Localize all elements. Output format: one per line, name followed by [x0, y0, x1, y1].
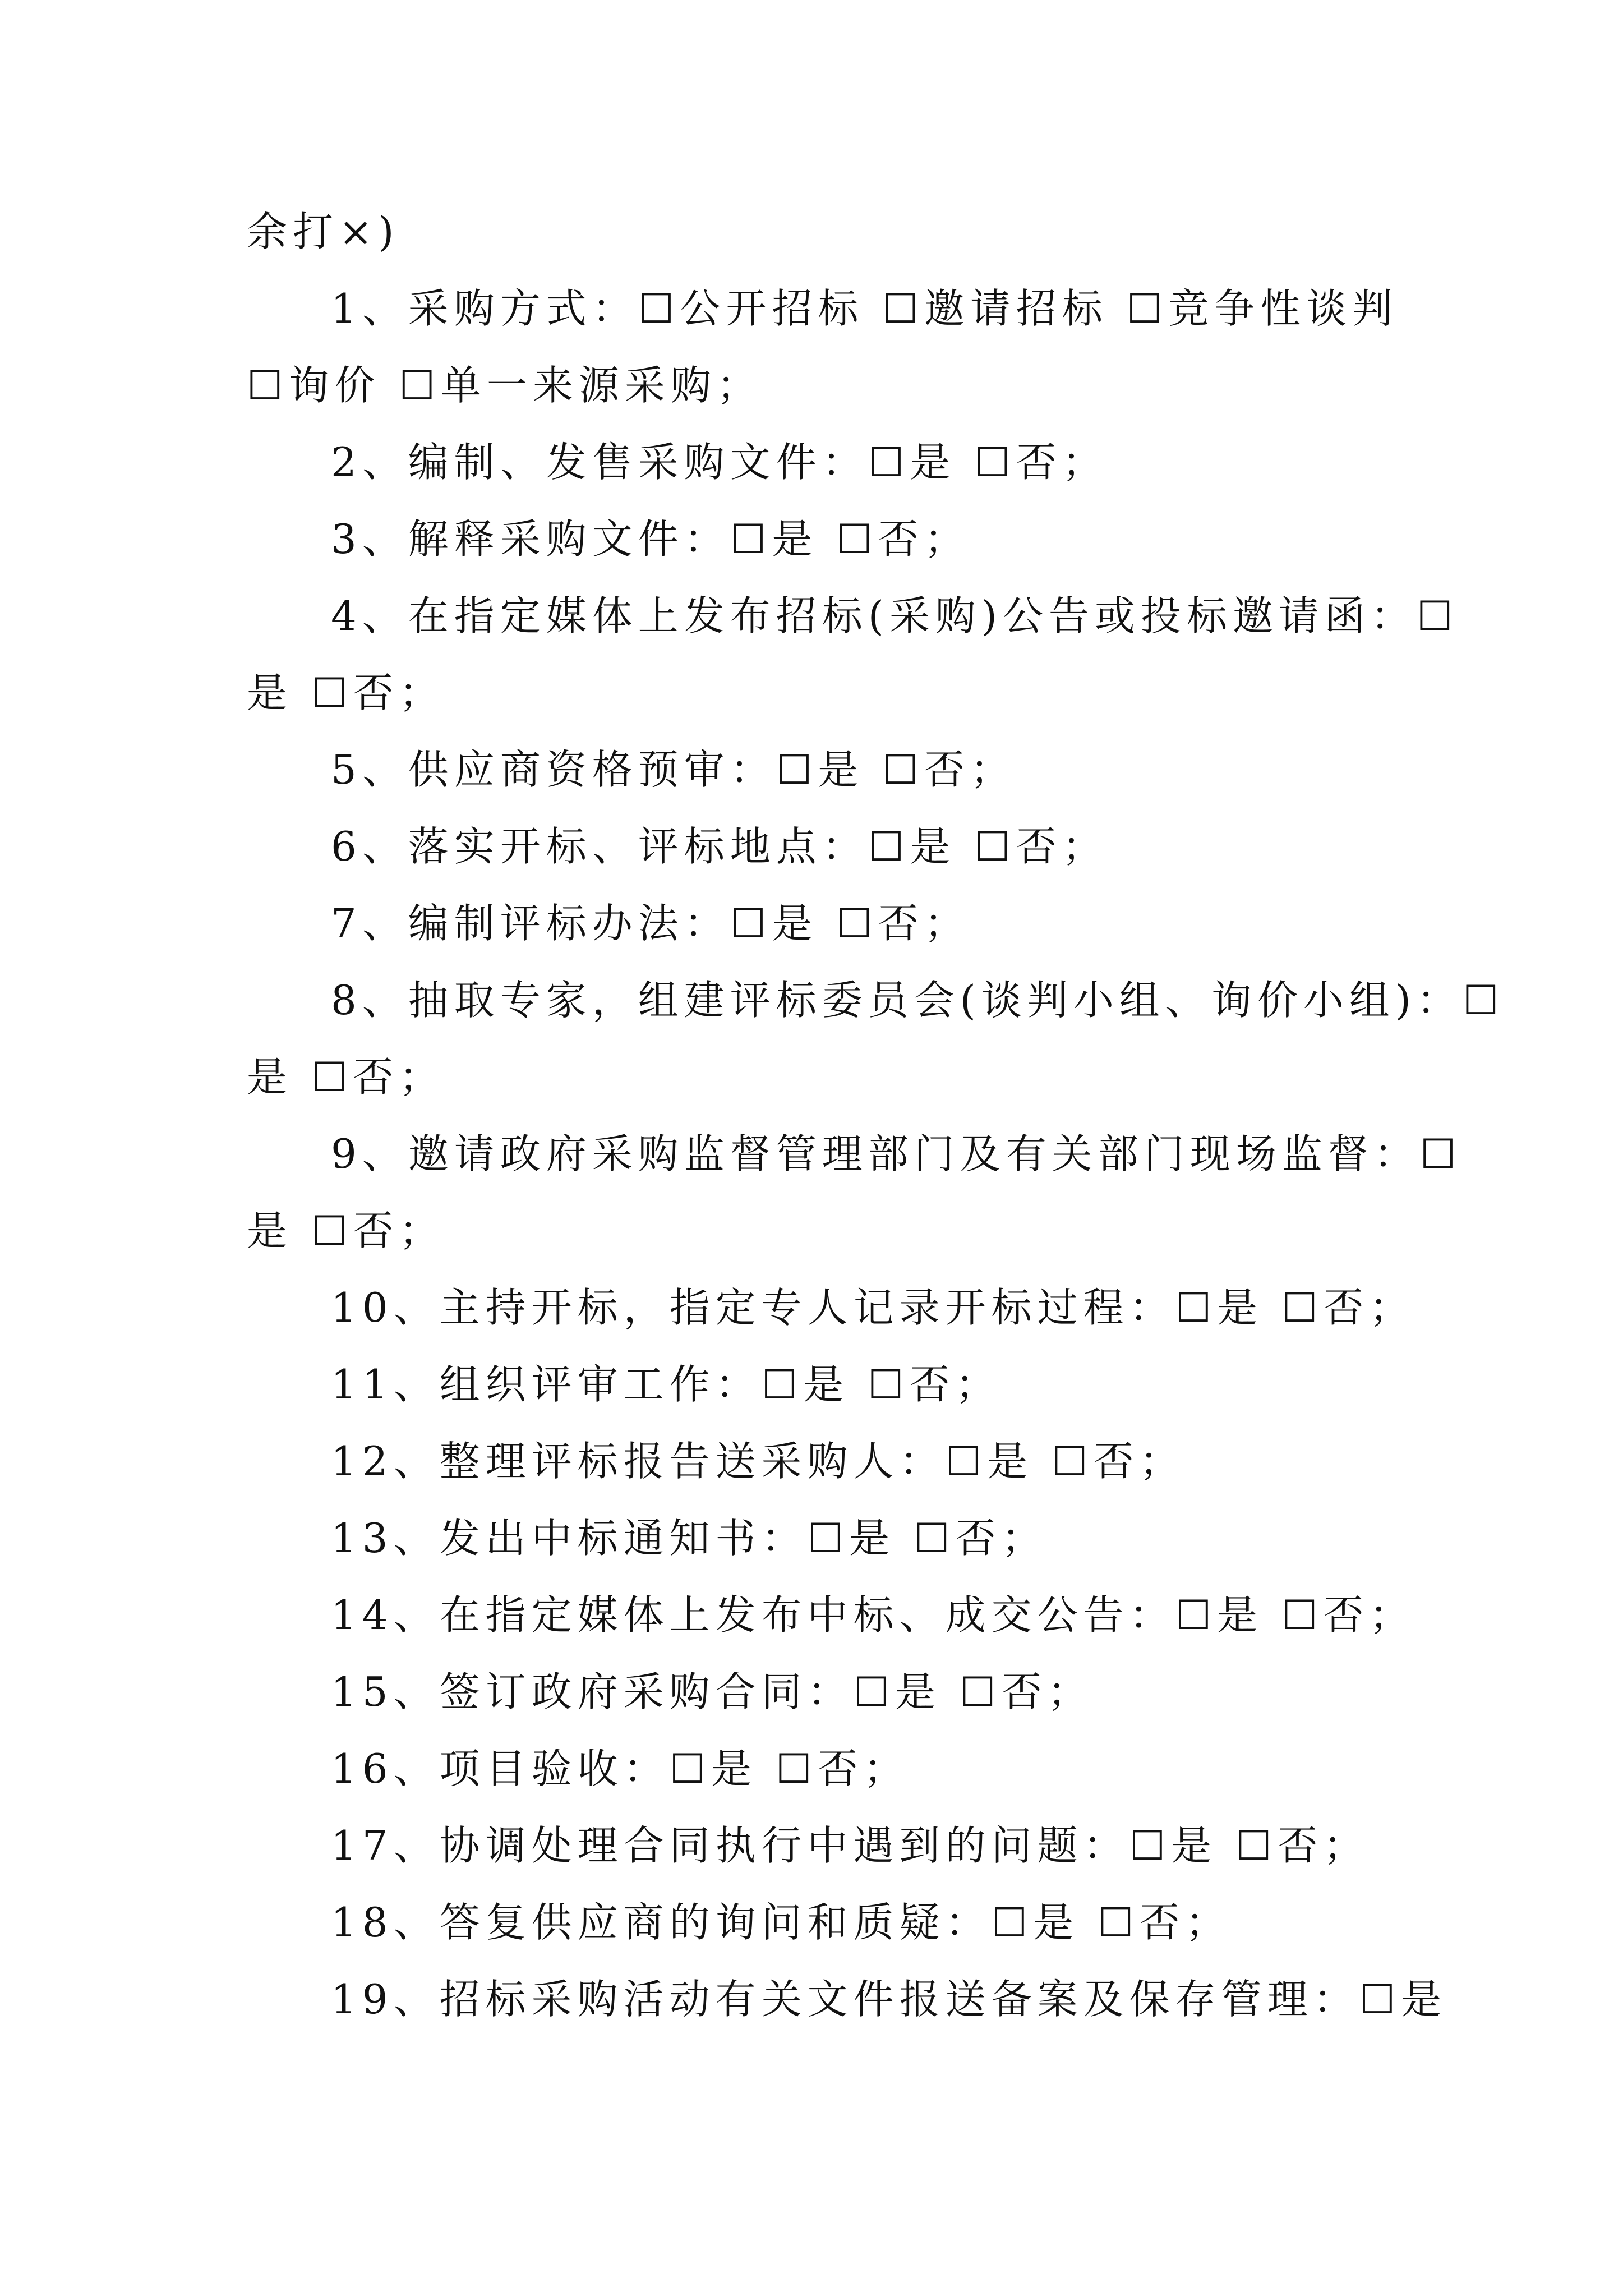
line-text: 14、在指定媒体上发布中标、成交公告：☐是 ☐否；	[331, 1591, 1415, 1639]
text-line	[247, 1731, 1424, 1807]
line-text: 2、编制、发售采购文件：☐是 ☐否；	[331, 439, 1108, 486]
line-text: 10、主持开标，指定专人记录开标过程：☐是 ☐否；	[331, 1284, 1415, 1331]
text-line	[247, 1039, 1424, 1116]
text-line	[247, 1654, 1424, 1731]
line-text: 12、整理评标报告送采购人：☐是 ☐否；	[331, 1438, 1186, 1485]
text-line	[247, 731, 1424, 808]
line-text: 是 ☐否；	[247, 1053, 445, 1101]
line-text: 9、邀请政府采购监督管理部门及有关部门现场监督：☐	[331, 1130, 1462, 1177]
line-text: 是 ☐否；	[247, 669, 445, 716]
line-text: 5、供应商资格预审：☐是 ☐否；	[331, 746, 1016, 793]
text-line	[247, 1961, 1447, 2038]
line-text: 3、解释采购文件：☐是 ☐否；	[331, 516, 970, 563]
text-line	[247, 1116, 1462, 1193]
line-text: 余打×)	[247, 208, 400, 255]
text-line	[247, 501, 1424, 578]
line-text: 13、发出中标通知书：☐是 ☐否；	[331, 1515, 1048, 1562]
text-line	[247, 1884, 1424, 1961]
line-text: 18、答复供应商的询问和质疑：☐是 ☐否；	[331, 1899, 1232, 1946]
text-line	[247, 1423, 1424, 1500]
line-text: 17、协调处理合同执行中遇到的问题：☐是 ☐否；	[331, 1822, 1370, 1869]
text-line	[247, 655, 1424, 731]
text-line	[247, 1807, 1424, 1884]
line-text: ☐询价 ☐单一来源采购；	[247, 362, 763, 409]
text-line	[247, 424, 1424, 501]
text-line	[247, 1577, 1424, 1654]
line-text: 16、项目验收：☐是 ☐否；	[331, 1745, 910, 1792]
text-line	[247, 1269, 1424, 1346]
document-body	[247, 194, 1505, 2038]
text-line	[247, 347, 1424, 424]
line-text: 1、采购方式：☐公开招标 ☐邀请招标 ☐竞争性谈判	[331, 285, 1399, 332]
line-text: 15、签订政府采购合同：☐是 ☐否；	[331, 1668, 1094, 1715]
line-text: 4、在指定媒体上发布招标(采购)公告或投标邀请函：☐	[331, 592, 1459, 639]
text-line	[247, 962, 1505, 1039]
line-text: 8、抽取专家，组建评标委员会(谈判小组、询价小组)：☐	[331, 977, 1505, 1024]
line-text: 11、组织评审工作：☐是 ☐否；	[331, 1361, 1002, 1408]
text-line	[247, 1346, 1424, 1423]
line-text: 7、编制评标办法：☐是 ☐否；	[331, 900, 970, 947]
text-line	[247, 885, 1424, 962]
line-text: 6、落实开标、评标地点：☐是 ☐否；	[331, 823, 1108, 870]
text-line	[247, 578, 1459, 655]
text-line	[247, 1500, 1424, 1577]
text-line	[247, 194, 1424, 270]
text-line	[247, 1193, 1424, 1269]
line-text: 是 ☐否；	[247, 1207, 445, 1254]
text-line	[247, 808, 1424, 885]
line-text: 19、招标采购活动有关文件报送备案及保存管理：☐是	[331, 1976, 1447, 2023]
text-line	[247, 270, 1424, 347]
